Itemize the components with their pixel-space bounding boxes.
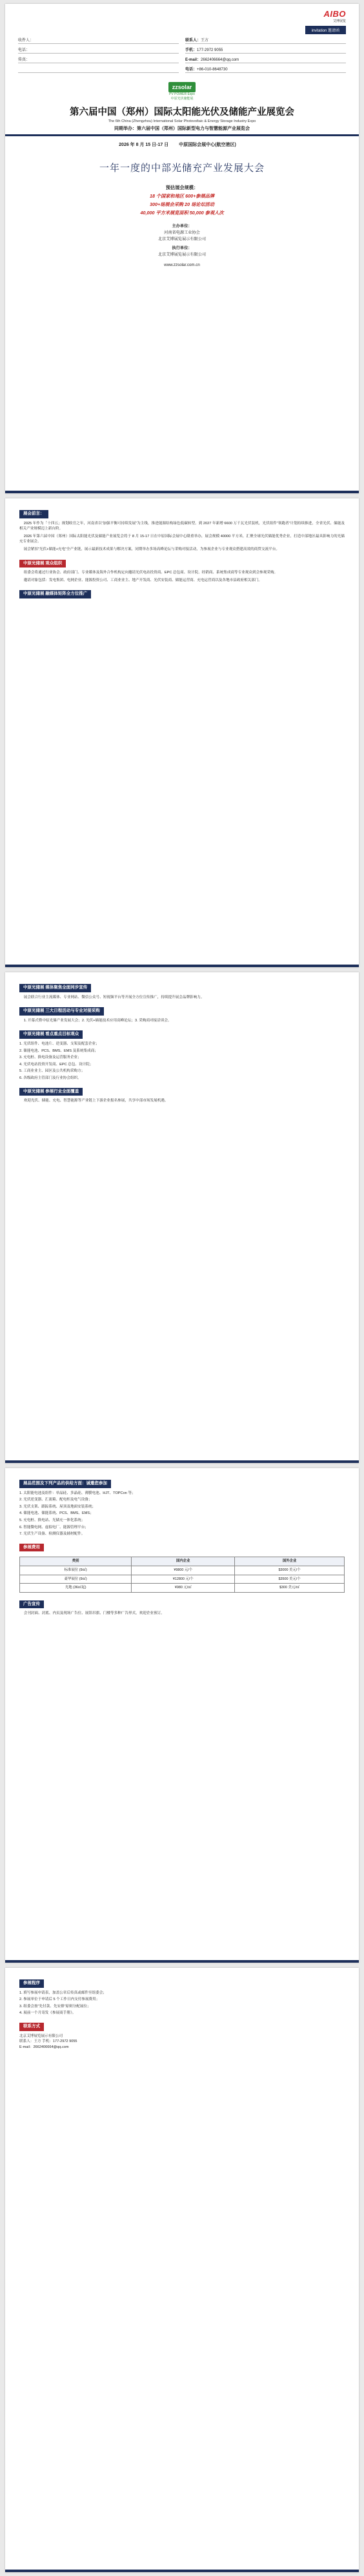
paragraph: 组委会将通过行业协会、政府部门、专业媒体及海外合作机构定向邀请光伏电站投资商、EPC 总包商、设计院、经销商、系统集成商等专业观众到会参观采购。 xyxy=(23,571,278,575)
event-venue: 中原国际会展中心(航空港区) xyxy=(179,143,236,147)
paragraph: 2025 年作为「十四五」规划收官之年，河南省以“加强平衡可持续发展”为主线，推进能源结构绿色低碳转型。到 2027 年新增 6600 万千瓦光伏装机，光伏组件“领跑者”计划持续推进，全省光伏、储能及相关产业规模迈上新台阶。 xyxy=(19,521,345,531)
list-item: 2. 光伏逆变器、汇流箱、配电柜及电气设备； xyxy=(19,1498,92,1502)
list-item: 2. 储能电池、PCS、BMS、EMS 及系统集成商； xyxy=(19,1048,98,1053)
list-item: 7. 光伏生产设备、检测仪器及辅材配件。 xyxy=(19,1532,85,1537)
stats-title: 预估展会规模： xyxy=(165,185,199,190)
section-heading: 中原光储展 媒体聚焦全面同步宣传 xyxy=(19,984,91,992)
table-header: 国外企业 xyxy=(235,1557,345,1566)
list-item: 4. 储能电池、储能系统、PCS、BMS、EMS； xyxy=(19,1511,94,1516)
recipient-field[interactable]: 收件人： xyxy=(18,37,179,44)
phone2-field: 电话：+86-010-8648730 xyxy=(185,66,346,73)
organizer-1: 河南省电源工业协会 xyxy=(164,230,200,235)
organizers: 主办单位： 河南省电源工业协会 北京艾博展览展示有限公司 执行单位： 北京艾博展览展示有限公司 www.zzsolar.com.cn xyxy=(5,223,359,269)
page-exhibits xyxy=(5,1468,359,1963)
contact-grid xyxy=(5,34,359,76)
table-row: 光地 (36㎡起) ¥980 元/㎡ $300 美元/㎡ xyxy=(20,1584,345,1593)
page-events xyxy=(5,972,359,1463)
expo-logo xyxy=(5,81,359,101)
website[interactable]: www.zzsolar.com.cn xyxy=(164,263,200,267)
section-heading: 联系方式 xyxy=(19,2023,44,2031)
paragraph: 1. 开幕式暨中原光储产业发展大会；2. 光伏+储能技术应用高峰论坛；3. 采购商对接洽谈会。 xyxy=(23,1018,172,1023)
list-item: 4. 光伏电站投资开发商、EPC 总包、设计院； xyxy=(19,1062,94,1067)
section-heading: 中原光储展 三大日程活动与专业对接采购 xyxy=(19,1007,104,1016)
list-item: 4. 展前一个月寄发《参展商手册》。 xyxy=(19,2011,76,2016)
list-item: 1. 光伏组件、电池片、逆变器、支架及配套企业； xyxy=(19,1041,99,1046)
stat-line-1: 18 个国家和地区 600+参展品牌 xyxy=(149,193,215,199)
brand-logo: AIBO xyxy=(323,9,346,19)
fax-field[interactable]: 传真： xyxy=(18,56,179,63)
phone-field[interactable]: 电话： xyxy=(18,46,179,54)
section-heading: 展品范围及下列产品的供给方面：诚邀您参加 xyxy=(19,1480,111,1488)
paragraph: 展会紧扣“光伏+储能+充电”全产业链，展示最新技术成果与解决方案，同期举办多场高峰论坛与采购对接活动，为参展企业与专业观众搭建高效的商贸交流平台。 xyxy=(23,547,279,551)
list-item: 3. 充电桩、换电设备及运营服务企业； xyxy=(19,1056,81,1060)
logo-text: zzsolar xyxy=(168,82,196,92)
logo-sub: PV POWER Expo xyxy=(169,92,195,96)
event-date: 2026 年 8 月 15 日-17 日 xyxy=(119,143,169,147)
list-item: 1. 填写参展申请表，加盖公章后传真或邮件至组委会； xyxy=(19,1990,106,1995)
table-row: 标准展位 (9㎡) ¥9800 元/个 $3000 美元/个 xyxy=(20,1566,345,1575)
section-heading: 参展程序 xyxy=(19,1979,44,1988)
exhibition-title: 第六届中国（郑州）国际太阳能光伏及储能产业展览会 xyxy=(70,107,294,118)
co-event-line: 同期举办：第六届中国（郑州）国际新型电力与智慧能源产业展览会 xyxy=(114,127,250,131)
price-table xyxy=(19,1557,345,1592)
executor: 北京艾博展览展示有限公司 xyxy=(157,252,207,257)
mobile-field: 手机：177-2972 9055 xyxy=(185,46,346,54)
list-item: 5. 充电桩、换电站、光储充一体化系统； xyxy=(19,1518,85,1522)
table-header: 类别 xyxy=(20,1557,132,1566)
brand-sub: 艾博展览 xyxy=(332,19,346,23)
list-item: 6. 各级政府主管部门及行业协会组织。 xyxy=(19,1076,81,1080)
page-intro xyxy=(5,498,359,967)
paragraph: 展会联合行业主流媒体、专业网站、微信公众号、短视频平台等开展全方位宣传推广，持续提升展会品牌影响力。 xyxy=(23,995,205,999)
section-heading: 中原光储展 观众组织 xyxy=(19,560,66,568)
company-name: 北京艾博展览展示有限公司 xyxy=(19,2034,63,2038)
paragraph: 2026 年第六届中国（郑州）国际太阳能光伏及储能产业展览会将于 8 月 15-17 日在中原国际会展中心隆重举办，展会规模 40000 平方米，汇聚全球光伏储能优秀企业，打造中部地区最具影响力的光储充专业展会。 xyxy=(19,534,345,544)
list-item: 2. 参展单位于申请后 5 个工作日内支付参展费用； xyxy=(19,1998,100,2002)
contact-line: 联系人：王方 手机：177-2972 9055 xyxy=(19,2039,77,2044)
list-item: 5. 工商业业主、园区及公共机构采购方； xyxy=(19,1069,85,1074)
cover-page xyxy=(5,4,359,493)
email-field: E-mail：2662406664@qq.com xyxy=(185,56,346,63)
contact-person-field: 联系人：王方 xyxy=(185,37,346,44)
table-row: 豪华展位 (9㎡) ¥12800 元/个 $3500 美元/个 xyxy=(20,1575,345,1584)
stat-line-3: 40,000 平方米展览面积 50,000 参观人次 xyxy=(140,210,224,216)
paragraph: 邀请对象包括：发电集团、电网企业、能源投资公司、工商业业主、地产开发商、光伏安装商、储能运营商、充电运营商以及各地市县政府相关部门。 xyxy=(23,578,262,582)
page-procedure xyxy=(5,1968,359,2572)
table-header: 国内企业 xyxy=(132,1557,235,1566)
scale-stats xyxy=(5,183,359,217)
logo-sub-cn: 中原光伏储能展 xyxy=(170,97,194,101)
exhibition-title-en: The 6th China (Zhengzhou) International Solar Photovoltaic & Energy Storage Industry Expo xyxy=(108,119,256,123)
stat-line-2: 300+场展会采购 20 场论坛活动 xyxy=(149,201,215,207)
section-heading: 广告宣传 xyxy=(19,1600,44,1609)
section-heading: 参展费用 xyxy=(19,1544,44,1552)
section-heading: 展会前言： xyxy=(19,510,48,518)
section-heading: 中原光储展 参展行业全面覆盖 xyxy=(19,1088,83,1096)
list-item: 1. 太阳能电池及组件：单晶硅、多晶硅、薄膜电池、HJT、TOPCon 等； xyxy=(19,1491,136,1495)
list-item: 3. 光伏支架、跟踪系统、屋顶及地面安装系统； xyxy=(19,1504,96,1509)
cover-top-bar xyxy=(5,4,359,23)
section-heading: 中原光储展 看点重点目标观众 xyxy=(19,1030,83,1039)
section-heading: 中原光储展 融媒体矩阵全方位推广 xyxy=(19,590,91,598)
invitation-badge: invitation 邀请函 xyxy=(305,26,346,34)
paragraph: 欢迎光伏、储能、充电、智慧能源等产业链上下游企业报名参展，共享中部市场发展机遇。 xyxy=(23,1099,168,1103)
email-line[interactable]: E-mail：2662406664@qq.com xyxy=(19,2045,69,2049)
list-item: 3. 组委会按“先付款、先安排”原则分配展位； xyxy=(19,2004,91,2009)
paragraph: 会刊封面、封底、内页及现场广告位、展馆吊旗、门楼等多种广告形式，欢迎企业预订。 xyxy=(23,1611,165,1616)
organizer-2: 北京艾博展览展示有限公司 xyxy=(157,237,207,241)
slogan: 一年一度的中部光储充产业发展大会 xyxy=(99,162,265,174)
date-venue-line xyxy=(5,141,359,148)
list-item: 6. 智能微电网、虚拟电厂、能源管理平台； xyxy=(19,1525,88,1529)
